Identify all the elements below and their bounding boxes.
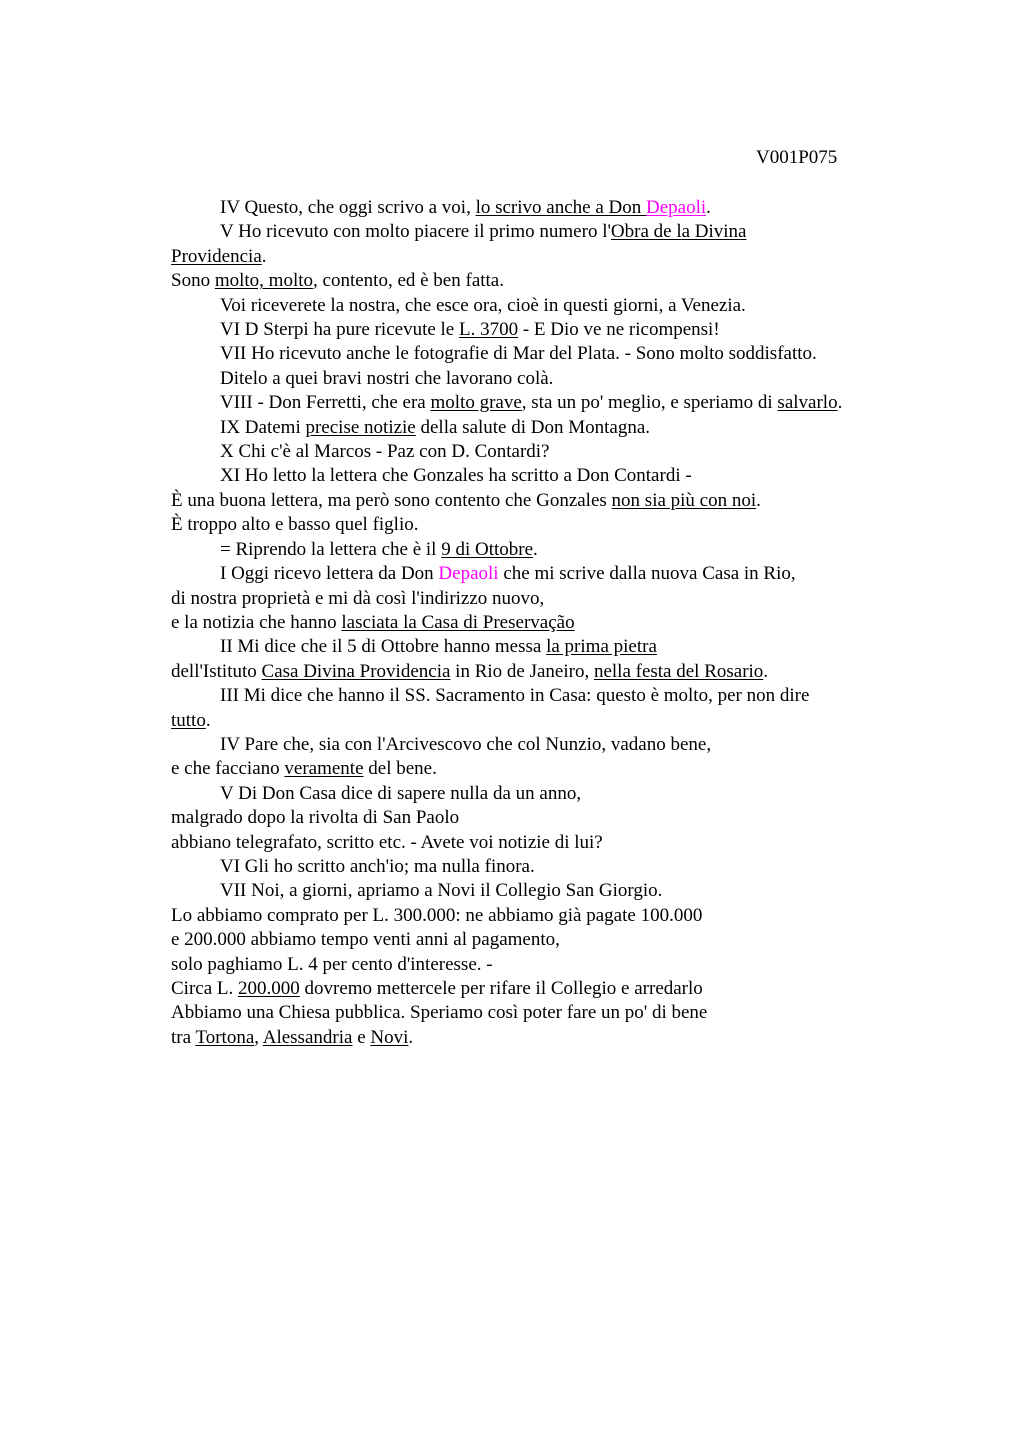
underlined-text: veramente (284, 758, 364, 780)
text-segment: . (533, 538, 538, 560)
text-segment: V Ho ricevuto con molto piacere il primo numero l' (220, 221, 611, 243)
underlined-text: Tortona (195, 1026, 255, 1048)
text-line (171, 709, 911, 733)
text-line (171, 342, 911, 366)
text-segment: - E Dio ve ne ricompensi! (518, 319, 720, 341)
text-segment: VII Noi, a giorni, apriamo a Novi il Collegio San Giorgio. (220, 880, 663, 902)
text-segment: abbiano telegrafato, scritto etc. - Avete voi notizie di lui? (171, 831, 603, 853)
text-line (171, 367, 911, 391)
underlined-text: precise notizie (305, 416, 416, 438)
text-segment: I Oggi ricevo lettera da Don (220, 563, 439, 585)
text-segment: e che facciano (171, 758, 285, 780)
text-line (171, 635, 911, 659)
text-segment: X Chi c'è al Marcos - Paz con D. Contardi? (220, 441, 550, 463)
text-segment: . (408, 1026, 414, 1048)
text-segment: VIII - Don Ferretti, che era (220, 392, 431, 414)
text-segment: . (706, 197, 711, 218)
text-segment: tra (171, 1026, 196, 1048)
underlined-text: 9 di Ottobre (441, 538, 534, 560)
text-line (171, 757, 911, 781)
text-line (171, 538, 911, 562)
text-line (171, 928, 911, 952)
text-segment: Abbiamo una Chiesa pubblica. Speriamo così poter fare un po' di bene (171, 1002, 708, 1024)
text-segment: . (763, 660, 769, 682)
text-line (171, 879, 911, 903)
text-segment: del bene. (363, 758, 437, 780)
underlined-text: 200.000 (238, 978, 300, 999)
text-segment: della salute di Don Montagna. (415, 416, 651, 438)
text-line (171, 416, 911, 440)
text-line (171, 464, 911, 488)
text-segment: e 200.000 abbiamo tempo venti anni al pagamento, (171, 929, 560, 951)
text-segment: XI Ho letto la lettera che Gonzales ha scritto a Don Contardi - (220, 465, 692, 487)
underlined-text: molto, molto (214, 270, 314, 292)
text-segment: che mi scrive dalla nuova Casa in Rio, (498, 563, 796, 585)
text-segment: VI Gli ho scritto anch'io; ma nulla finora. (220, 855, 535, 877)
text-line (171, 220, 911, 244)
underlined-text: salvarlo (777, 392, 838, 414)
text-line (171, 562, 911, 586)
text-segment: malgrado dopo la rivolta di San Paolo (171, 807, 460, 829)
text-segment: Sono (171, 270, 215, 292)
text-line (171, 196, 911, 220)
underlined-text: nella festa del Rosario (593, 660, 764, 682)
text-line (171, 245, 911, 269)
underlined-text: molto grave (430, 392, 522, 414)
text-line (171, 733, 911, 757)
text-line (171, 440, 911, 464)
underlined-text: L. 3700 (459, 319, 519, 341)
text-line (171, 855, 911, 879)
text-line (171, 953, 911, 977)
text-segment: Voi riceverete la nostra, che esce ora, cioè in questi giorni, a Venezia. (220, 294, 746, 316)
letter-body (171, 196, 911, 1050)
text-segment: . (205, 709, 211, 731)
text-line (171, 611, 911, 635)
text-segment: È troppo alto e basso quel figlio. (171, 514, 419, 536)
underlined-text: non sia più con noi (611, 489, 757, 511)
text-segment: e la notizia che hanno (171, 611, 342, 633)
text-line (171, 782, 911, 806)
text-line (171, 294, 911, 318)
text-segment: III Mi dice che hanno il SS. Sacramento in Casa: questo è molto, per non dire (220, 685, 810, 707)
text-segment: IV Pare che, sia con l'Arcivescovo che col Nunzio, vadano bene, (220, 733, 712, 755)
text-segment: Ditelo a quei bravi nostri che lavorano colà. (220, 367, 554, 389)
text-segment: di nostra proprietà e mi dà così l'indirizzo nuovo, (171, 587, 545, 609)
text-line (171, 587, 911, 611)
underlined-text: Obra de la Divina (610, 221, 747, 243)
text-line (171, 660, 911, 684)
text-segment: solo paghiamo L. 4 per cento d'interesse. - (171, 953, 493, 975)
highlighted-name: Depaoli (438, 563, 499, 585)
text-segment: V Di Don Casa dice di sapere nulla da un anno, (220, 782, 582, 804)
text-segment: , sta un po' meglio, e speriamo di (521, 392, 778, 414)
text-segment: VI D Sterpi ha pure ricevute le (220, 319, 459, 341)
text-line (171, 513, 911, 537)
text-segment: e (352, 1026, 371, 1048)
text-segment: IX Datemi (220, 416, 306, 438)
underlined-text: Alessandria (262, 1026, 353, 1048)
text-line (171, 269, 911, 293)
text-line (171, 904, 911, 928)
text-segment: = Riprendo la lettera che è il (220, 538, 442, 560)
underlined-text: lasciata la Casa di Preservação (341, 611, 575, 633)
text-line (171, 831, 911, 855)
text-segment: in Rio de Janeiro, (450, 660, 594, 682)
text-segment: IV Questo, che oggi scrivo a voi, (220, 197, 476, 218)
text-line (171, 489, 911, 513)
underlined-text: Novi (370, 1026, 409, 1048)
text-segment: , (254, 1026, 263, 1048)
text-segment: , contento, ed è ben fatta. (313, 270, 504, 292)
underlined-text: Casa Divina Providencia (261, 660, 451, 682)
page-identifier: V001P075 (756, 147, 838, 168)
text-segment: Lo abbiamo comprato per L. 300.000: ne abbiamo già pagate 100.000 (171, 904, 703, 926)
text-line (171, 1001, 911, 1025)
text-segment: . (837, 392, 843, 414)
text-line (171, 977, 911, 1001)
underlined-text: lo scrivo anche a Don (475, 197, 646, 218)
text-line (171, 684, 911, 708)
text-line (171, 1026, 911, 1050)
underlined-text: Depaoli (646, 197, 707, 218)
text-segment: dovremo mettercele per rifare il Collegio e arredarlo (299, 978, 703, 999)
text-line (171, 806, 911, 830)
underlined-text: la prima pietra (546, 636, 657, 658)
text-segment: . (261, 245, 267, 267)
underlined-text: Providencia (171, 245, 262, 267)
text-segment: dell'Istituto (171, 660, 262, 682)
text-segment: . (756, 489, 761, 511)
text-segment: Circa L. (171, 978, 239, 999)
text-line (171, 318, 911, 342)
underlined-text: tutto (171, 709, 206, 731)
text-segment: È una buona lettera, ma però sono contento che Gonzales (171, 489, 612, 511)
text-line (171, 391, 911, 415)
text-segment: VII Ho ricevuto anche le fotografie di Mar del Plata. - Sono molto soddisfatto. (220, 343, 817, 365)
text-segment: II Mi dice che il 5 di Ottobre hanno messa (220, 636, 547, 658)
